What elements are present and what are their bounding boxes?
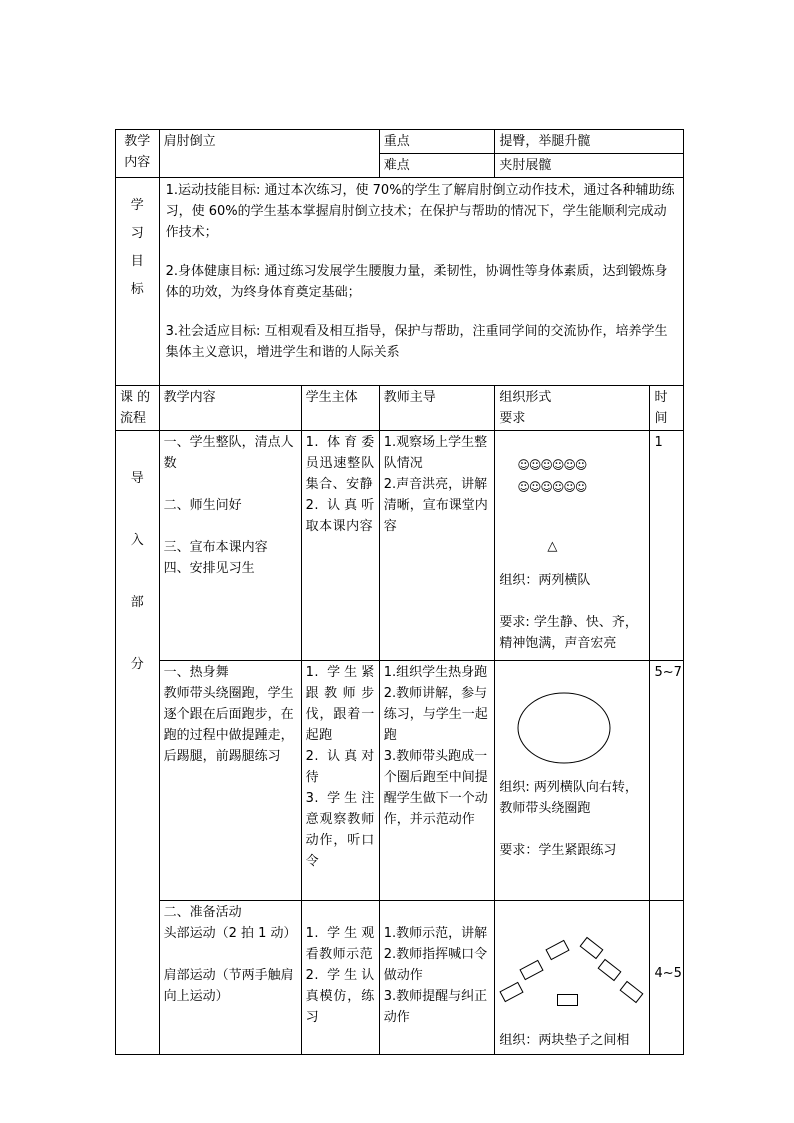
warmup-circle-diagram: [499, 662, 645, 777]
intro-content-item: 三、宣布本课内容: [163, 540, 268, 555]
prep-teacher-item: 3.教师提醒与纠正动作: [383, 989, 488, 1025]
objective-health: 2.身体健康目标: 通过练习发展学生腰腹力量，柔韧性，协调性等身体素质，达到锻炼身体的功效，为终身体育奠定基础；: [165, 264, 668, 300]
prep-teacher-cell: [379, 901, 495, 1055]
mat-icon: [500, 982, 524, 1002]
warmup-org-cell: [495, 661, 650, 901]
running-circle-icon: [499, 662, 639, 772]
prep-content-shoulder: 肩部运动（节两手触肩向上运动）: [163, 968, 294, 1004]
mat-icon: [598, 959, 622, 981]
mat-icon: [520, 960, 544, 980]
mat-formation-diagram: [499, 902, 645, 1030]
objectives-label-char: 习: [130, 226, 144, 241]
prep-student-item: 1. 学生观看教师示范: [305, 926, 375, 962]
objectives-label-char: 标: [130, 282, 144, 297]
warmup-content-title: 一、热身舞: [163, 665, 229, 680]
prep-org-text: 组织：两块垫子之间相: [499, 1033, 630, 1048]
prep-content-title: 二、准备活动: [163, 905, 242, 920]
objectives-label-char: 目: [130, 254, 144, 269]
col-flow-header: 课 的流程: [116, 386, 160, 431]
intro-part-char: 分: [130, 657, 144, 672]
intro-part-label: [116, 431, 160, 1055]
mat-icon: [580, 937, 604, 959]
intro-student-item: 1. 体育委员迅速整队集合、安静: [305, 435, 375, 492]
intro-teacher-item: 1.观察场上学生整队情况: [383, 435, 488, 471]
topic-value: 肩肘倒立: [163, 134, 216, 149]
mat-icon: [546, 940, 570, 960]
teaching-content-label: 教学内容: [124, 134, 151, 170]
warmup-time: 5~7: [650, 661, 684, 901]
col-org-line2: 要求: [499, 411, 526, 426]
difficulty-value: 夹肘展髋: [495, 154, 684, 178]
prep-student-cell: [301, 901, 379, 1055]
col-student-header: 学生主体: [301, 386, 379, 431]
prep-org-cell: [495, 901, 650, 1055]
col-content-header: 教学内容: [159, 386, 301, 431]
intro-content-item: 四、安排见习生: [163, 561, 255, 576]
prep-teacher-item: 1.教师示范，讲解: [383, 926, 488, 941]
prep-content-cell: [159, 901, 301, 1055]
warmup-content-cell: [159, 661, 301, 901]
intro-formation-diagram: [499, 432, 645, 570]
prep-time: 4~5: [650, 901, 684, 1055]
warmup-student-item: 1. 学生紧跟教师步伐，跟着一起跑: [305, 665, 375, 743]
intro-content-cell: [159, 431, 301, 661]
col-org-line1: 组织形式: [499, 390, 552, 405]
key-point-value: 提臀，举腿升髋: [495, 130, 684, 154]
col-teacher-header: 教师主导: [379, 386, 495, 431]
student-row-2: ☺☺☺☺☺☺: [517, 480, 587, 494]
warmup-teacher-cell: [379, 661, 495, 901]
intro-content-item: 一、学生整队，清点人数: [163, 435, 294, 471]
prep-student-item: 2. 学生认真模仿，练习: [305, 968, 375, 1025]
topic-cell: [159, 130, 379, 178]
warmup-student-cell: [301, 661, 379, 901]
warmup-student-item: 3. 学生注意观察教师动作，听口令: [305, 791, 375, 869]
objectives-label-char: 学: [130, 198, 144, 213]
prep-content-head: 头部运动（2 拍 1 动）: [163, 926, 297, 941]
objective-social: 3.社会适应目标: 互相观看及相互指导，保护与帮助，注重同学间的交流协作，培养学生集体主义意识，增进学生和谐的人际关系: [165, 324, 668, 360]
warmup-req-text: 要求：学生紧跟练习: [499, 843, 617, 858]
intro-org-cell: [495, 431, 650, 661]
difficulty-label: 难点: [379, 154, 495, 178]
intro-part-char: 部: [130, 595, 144, 610]
col-org-header: [495, 386, 650, 431]
lesson-plan-table: [115, 129, 684, 1055]
teacher-mat-icon: [557, 994, 578, 1006]
teacher-triangle-icon: △: [547, 539, 558, 554]
col-time-header: 时间: [650, 386, 684, 431]
intro-content-item: 二、师生问好: [163, 498, 242, 513]
intro-teacher-cell: [379, 431, 495, 661]
intro-part-char: 入: [130, 533, 144, 548]
intro-student-cell: [301, 431, 379, 661]
intro-org-text: 组织：两列横队: [499, 573, 591, 588]
intro-teacher-item: 2.声音洪亮，讲解清晰，宣布课堂内容: [383, 477, 488, 534]
key-point-label: 重点: [379, 130, 495, 154]
objectives-text: [159, 178, 683, 386]
student-row-1: ☺☺☺☺☺☺: [517, 458, 587, 472]
intro-student-item: 2. 认真听取本课内容: [305, 498, 375, 534]
objectives-label: [116, 178, 160, 386]
warmup-teacher-item: 1.组织学生热身跑: [383, 665, 488, 680]
objective-skill: 1.运动技能目标: 通过本次练习，使 70%的学生了解肩肘倒立动作技术，通过各种辅助练习，使 60%的学生基本掌握肩肘倒立技术；在保护与帮助的情况下，学生能顺利完成动作技术；: [165, 183, 675, 240]
warmup-org-text: 组织: 两列横队向右转，教师带头绕圈跑: [499, 780, 638, 816]
intro-time: 1: [650, 431, 684, 661]
intro-req-text: 要求: 学生静、快、齐，精神饱满，声音宏亮: [499, 615, 638, 651]
warmup-content-body: 教师带头绕圈跑，学生逐个跟在后面跑步，在跑的过程中做提踵走，后踢腿，前踢腿练习: [163, 686, 294, 764]
prep-teacher-item: 2.教师指挥喊口令做动作: [383, 947, 488, 983]
warmup-teacher-item: 3.教师带头跑成一个圈后跑至中间提醒学生做下一个动作，并示范动作: [383, 749, 488, 827]
header-label-cell: [116, 130, 160, 178]
warmup-student-item: 2. 认真对待: [305, 749, 375, 785]
warmup-teacher-item: 2.教师讲解，参与练习，与学生一起跑: [383, 686, 488, 743]
intro-part-char: 导: [130, 471, 144, 486]
mat-icon: [620, 981, 644, 1003]
